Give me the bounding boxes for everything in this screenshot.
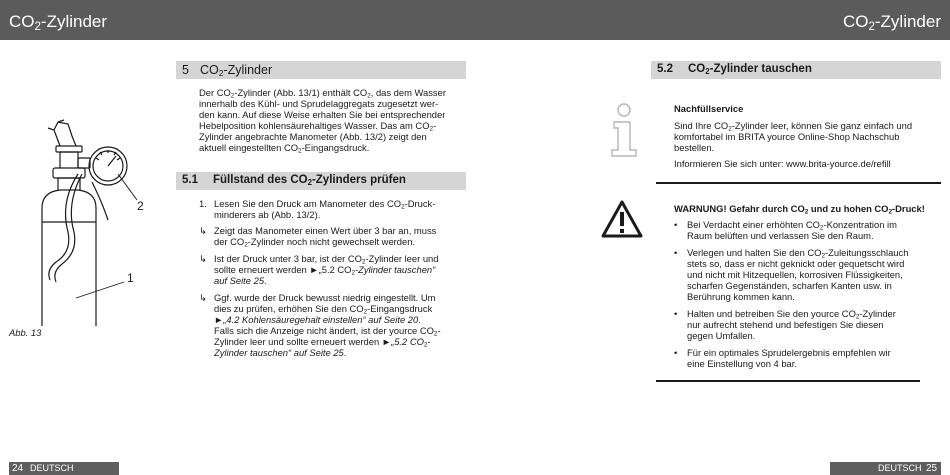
text-line: minderers ab (Abb. 13/2). [214, 209, 321, 221]
text-line: komfortabel im BRITA yource Online-Shop Nachschub [674, 131, 900, 143]
section-title: $CO_2$-Zylinder [200, 63, 273, 79]
co2-cylinder-figure [20, 112, 160, 326]
header-title-right: $CO_2$-Zylinder [842, 12, 941, 33]
section-5-1-heading [176, 172, 466, 190]
figure-label-1: 1 [127, 271, 134, 285]
text-line: Ist der Druck unter 3 bar, ist der $CO_2$-Zylinder leer und [214, 252, 439, 266]
bullet-icon: • [674, 307, 678, 319]
text-line: Zylinder angebrachte Manometer (Abb. 13/2) zeigt den [199, 131, 427, 143]
text-line: stets so, dass er nicht geknickt oder gequetscht wird [687, 257, 905, 269]
section-title: Füllstand des $CO_2$-Zylinders prüfen [213, 174, 406, 187]
footer-right [830, 462, 941, 475]
text-line: und nicht mit Hitzequellen, korrosiven Flüssigkeiten, [687, 268, 903, 280]
figure-caption: Abb. 13 [9, 327, 42, 338]
warning-item [687, 347, 939, 369]
text-line: Bei Verdacht einer erhöhten $CO_2$-Konzentration im [687, 219, 897, 232]
text-line: Zylinder leer und sollte erneuert werden ►„5.2 $CO_2-$ [214, 336, 431, 349]
text-line: Falls sich die Anzeige nicht ändert, ist der yource $CO_2-$ [214, 324, 441, 338]
info-heading: Nachfüllservice [674, 103, 744, 114]
result-item [214, 253, 466, 286]
warning-top-rule [656, 182, 941, 184]
co2-cylinder-illustration [20, 112, 160, 326]
info-body [674, 120, 936, 153]
text-line: Zylinder tauschen“ auf Seite 25. [214, 347, 347, 359]
footer-lang-left: DEUTSCH [30, 463, 74, 473]
text-line: ►„4.2 Kohlensäuregehalt einstellen“ auf Seite 20. [214, 313, 421, 325]
section-number: 5.2 [657, 63, 673, 75]
warning-bottom-rule [656, 380, 920, 382]
section-number: 5.1 [182, 174, 198, 186]
bullet-icon: • [674, 219, 678, 230]
warning-heading: WARNUNG! Gefahr durch $CO_2$ und zu hohen $CO_2$-Druck! [674, 203, 925, 216]
text-line: bestellen. [674, 142, 715, 154]
section-5-body [199, 87, 461, 154]
text-line: Für ein optimales Sprudelergebnis empfehlen wir [687, 346, 891, 358]
text-line: Ggf. wurde der Druck bewusst niedrig eingestellt. Um [214, 291, 436, 303]
page-number-right: 25 [926, 463, 938, 474]
text-line: aktuell eingestellten $CO_2$-Eingangsdruck. [199, 142, 370, 156]
text-line: Berührung kommen kann. [687, 291, 795, 303]
warning-item [687, 247, 939, 302]
text-line: dies zu prüfen, erhöhen Sie den $CO_2$-Eingangsdruck [214, 302, 433, 316]
section-5-2-heading [651, 61, 941, 79]
text-line: Hebelposition kohlensäurehaltiges Wasser. Das am $CO_2-$ [199, 120, 437, 133]
result-arrow-icon: ↳ [199, 225, 207, 236]
text-line: Raum belüften und verlassen Sie den Raum. [687, 230, 874, 242]
info-link-line: Informieren Sie sich unter: www.brita-yource.de/refill [674, 158, 891, 169]
warning-item [687, 308, 939, 341]
text-line: der $CO_2$-Zylinder noch nicht gewechselt werden. [214, 236, 416, 249]
result-item [214, 292, 466, 359]
section-title: $CO_2$-Zylinder tauschen [688, 63, 812, 76]
text-line: scharfen Gegenständen, scharfen Kanten usw. in [687, 280, 892, 292]
text-line: Der $CO_2$-Zylinder (Abb. 13/1) enthält $CO_2$, das dem Wasser [199, 87, 446, 100]
text-line: auf Seite 25. [214, 274, 267, 286]
text-line: eine Einstellung von 4 bar. [687, 357, 797, 369]
footer-left [9, 462, 119, 475]
step-text [214, 198, 464, 220]
figure-label-2: 2 [137, 199, 144, 213]
info-icon [606, 102, 642, 158]
section-number: 5 [182, 63, 189, 77]
text-line: Lesen Sie den Druck am Manometer des $CO_2-Druck-$ [214, 198, 436, 211]
step-marker: 1. [199, 198, 207, 209]
result-item [214, 225, 466, 247]
text-line: sollte erneuert werden ►„5.2 $CO_2$-Zylinder tauschen“ [214, 263, 436, 277]
page-number-left: 24 [12, 463, 24, 474]
text-line: den kann. Auf diese Weise erhalten Sie bei entsprechender [199, 109, 446, 121]
text-line: Sind Ihre $CO_2$-Zylinder leer, können Sie ganz einfach und [674, 120, 913, 133]
result-arrow-icon: ↳ [199, 291, 207, 303]
warning-triangle-icon [601, 200, 643, 238]
header-bar [0, 0, 950, 40]
footer-lang-right: DEUTSCH [878, 463, 922, 473]
warning-item [687, 219, 939, 241]
section-5-heading [176, 61, 466, 79]
text-line: Halten und betreiben Sie den yource $CO_2$-Zylinder [687, 307, 896, 321]
text-line: innerhalb des Kühl- und Sprudelaggregats zugesetzt wer- [199, 98, 439, 110]
text-line: nur aufrecht stehend und befestigen Sie diesen [687, 318, 884, 330]
text-line: Verlegen und halten Sie den $CO_2$-Zuleitungsschlauch [687, 246, 909, 260]
bullet-icon: • [674, 346, 678, 358]
text-line: gegen Umfallen. [687, 330, 756, 342]
bullet-icon: • [674, 246, 678, 258]
header-title-left: $CO_2$-Zylinder [9, 12, 108, 33]
text-line: Zeigt das Manometer einen Wert über 3 bar an, muss [214, 225, 437, 236]
result-arrow-icon: ↳ [199, 252, 207, 264]
